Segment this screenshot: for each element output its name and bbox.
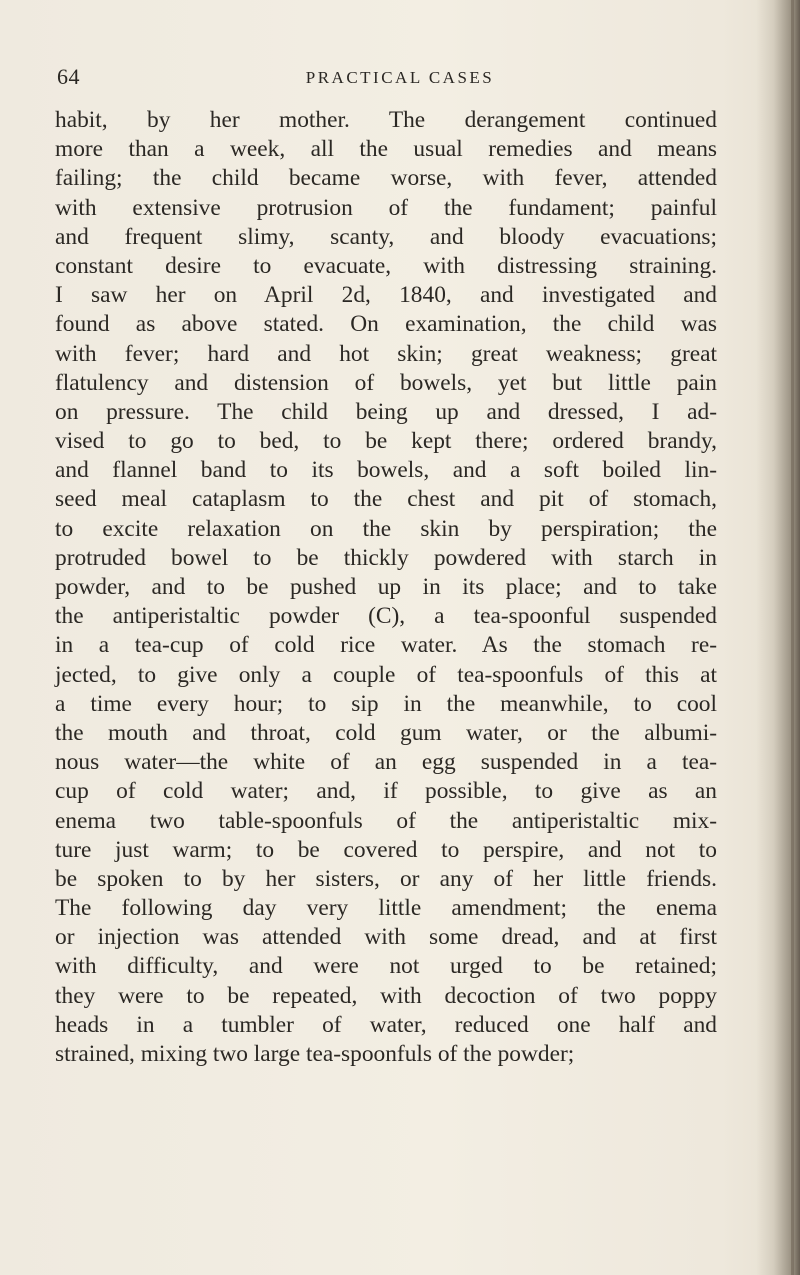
text-line: be spoken to by her sisters, or any of her little friends. (55, 865, 717, 892)
text-line: with difficulty, and were not urged to be retained; (55, 953, 717, 980)
running-head: PRACTICAL CASES (305, 68, 495, 87)
text-line: flatulency and distension of bowels, yet but little pain (55, 369, 717, 396)
text-line: seed meal cataplasm to the chest and pit of stomach, (55, 486, 717, 513)
text-line: strained, mixing two large tea-spoonfuls of the powder; (55, 1041, 575, 1067)
text-line: a time every hour; to sip in the meanwhile, to cool (55, 690, 717, 717)
text-line: and flannel band to its bowels, and a soft boiled lin- (55, 457, 717, 484)
text-line: nous water—the white of an egg suspended in a tea- (55, 749, 717, 776)
text-line: ture just warm; to be covered to perspire, and not to (55, 836, 717, 863)
text-line: constant desire to evacuate, with distressing straining. (55, 252, 717, 279)
text-line: in a tea-cup of cold rice water. As the stomach re- (55, 632, 717, 659)
text-line: The following day very little amendment; the enema (55, 895, 717, 922)
text-line: and frequent slimy, scanty, and bloody evacuations; (55, 223, 717, 250)
text-line: cup of cold water; and, if possible, to give as an (55, 778, 717, 805)
text-line: they were to be repeated, with decoction of two poppy (55, 982, 717, 1009)
text-line: found as above stated. On examination, the child was (55, 311, 717, 338)
text-line: powder, and to be pushed up in its place; and to take (55, 574, 717, 600)
text-line: failing; the child became worse, with fever, attended (55, 165, 717, 192)
body-text (55, 106, 717, 1069)
text-line: on pressure. The child being up and dressed, I ad- (55, 398, 717, 425)
text-line: heads in a tumbler of water, reduced one half and (55, 1011, 717, 1038)
text-line: with extensive protrusion of the fundament; painful (55, 194, 717, 221)
text-line: or injection was attended with some dread, and at first (55, 924, 717, 951)
text-line: protruded bowel to be thickly powdered with starch in (55, 544, 717, 571)
text-line: with fever; hard and hot skin; great weakness; great (55, 340, 717, 367)
text-line: the mouth and throat, cold gum water, or the albumi- (55, 719, 717, 746)
text-line: I saw her on April 2d, 1840, and investigated and (55, 282, 717, 309)
text-line: enema two table-spoonfuls of the antiperistaltic mix- (55, 807, 717, 834)
text-line: more than a week, all the usual remedies and means (55, 136, 717, 163)
text-line: vised to go to bed, to be kept there; ordered brandy, (55, 428, 717, 455)
text-line: jected, to give only a couple of tea-spoonfuls of this at (55, 661, 717, 688)
text-line: to excite relaxation on the skin by perspiration; the (55, 515, 717, 542)
text-line: the antiperistaltic powder (C), a tea-spoonful suspended (55, 603, 717, 630)
page-number: 64 (57, 64, 80, 89)
page-edge-line (791, 0, 794, 1275)
text-line: habit, by her mother. The derangement continued (55, 107, 717, 133)
